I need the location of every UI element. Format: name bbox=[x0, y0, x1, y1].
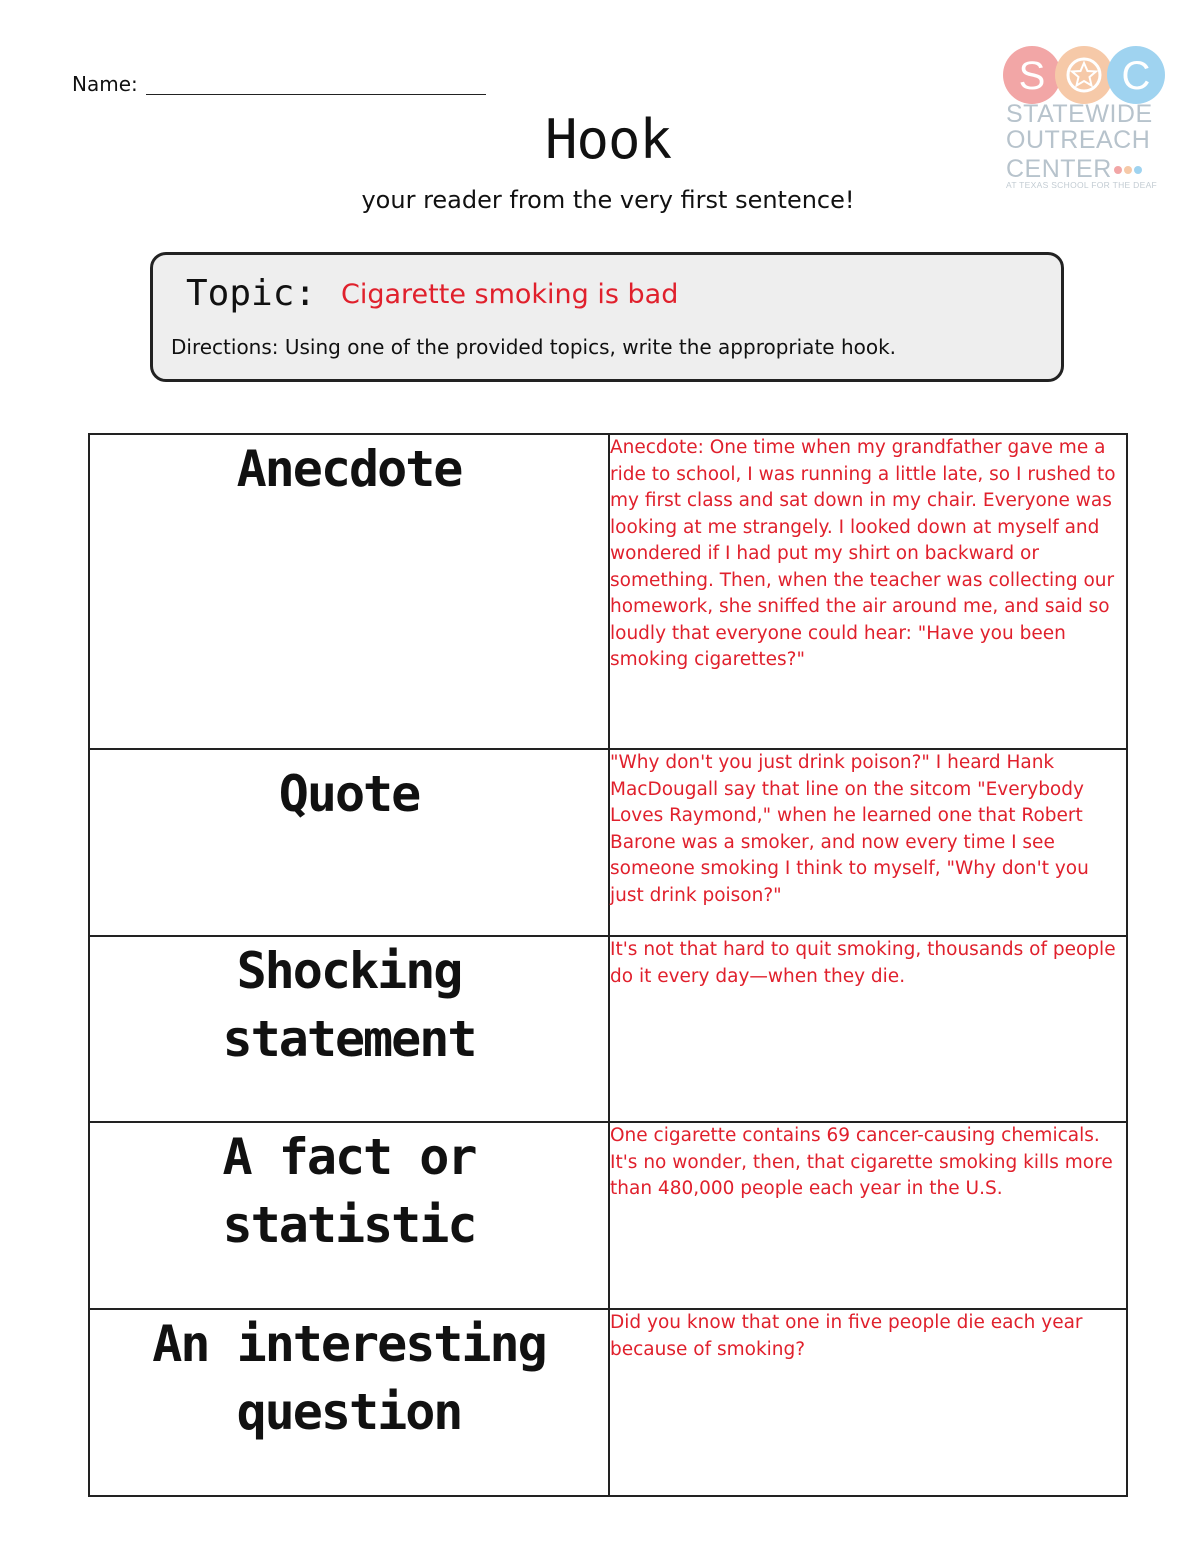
logo-line-1: STATEWIDE bbox=[1006, 100, 1153, 128]
page-title: Hook bbox=[544, 108, 672, 171]
logo-dots-icon bbox=[1114, 154, 1144, 179]
logo-line-2: OUTREACH bbox=[1006, 126, 1151, 154]
hook-example-cell[interactable]: One cigarette contains 69 cancer-causing chemicals. It's no wonder, then, that cigarette smoking kills more than 480,000 people each year in the U.S. bbox=[609, 1122, 1127, 1309]
hook-type-label-line2: statement bbox=[222, 1010, 476, 1068]
hook-type-cell bbox=[89, 1122, 609, 1309]
hook-type-label: Anecdote bbox=[236, 440, 462, 498]
topic-value[interactable]: Cigarette smoking is bad bbox=[341, 279, 679, 310]
svg-text:C: C bbox=[1121, 54, 1151, 98]
hook-type-label-line2: statistic bbox=[222, 1196, 476, 1254]
logo-tagline: AT TEXAS SCHOOL FOR THE DEAF bbox=[1006, 180, 1158, 190]
table-row bbox=[89, 936, 1127, 1122]
hook-type-cell bbox=[89, 749, 609, 936]
hook-example-cell[interactable]: Did you know that one in five people die each year because of smoking? bbox=[609, 1309, 1127, 1496]
hook-type-cell bbox=[89, 936, 609, 1122]
topic-label: Topic: bbox=[186, 273, 317, 314]
hook-type-label: Quote bbox=[278, 765, 420, 823]
hook-types-table bbox=[88, 433, 1128, 1497]
table-row bbox=[89, 1309, 1127, 1496]
name-label: Name: bbox=[72, 72, 138, 96]
hook-example-cell[interactable]: It's not that hard to quit smoking, thousands of people do it every day—when they die. bbox=[609, 936, 1127, 1122]
statewide-outreach-center-logo bbox=[1000, 40, 1170, 200]
hook-type-cell bbox=[89, 434, 609, 749]
directions-text: Directions: Using one of the provided topics, write the appropriate hook. bbox=[171, 335, 897, 359]
hook-type-label: A fact or bbox=[222, 1128, 476, 1186]
hook-example-cell[interactable]: Anecdote: One time when my grandfather gave me a ride to school, I was running a little late, so I rushed to my first class and sat down in my chair. Everyone was looking at me strangely. I looked down at myself and wondered if I had put my shirt on backward or something. Then, when the teacher was collecting our homework, she sniffed the air around me, and said so loudly that everyone could hear: "Have you been smoking cigarettes?" bbox=[609, 434, 1127, 749]
hook-type-label: An interesting bbox=[152, 1315, 546, 1373]
table-row bbox=[89, 434, 1127, 749]
topic-box bbox=[150, 252, 1064, 382]
name-field bbox=[72, 72, 486, 96]
svg-text:S: S bbox=[1018, 54, 1046, 98]
hook-example-cell[interactable]: "Why don't you just drink poison?" I heard Hank MacDougall say that line on the sitcom "Everybody Loves Raymond," when he learned one that Robert Barone was a smoker, and now every time I see someone smoking I think to myself, "Why don't you just drink poison?" bbox=[609, 749, 1127, 936]
table-row bbox=[89, 749, 1127, 936]
soc-circles-icon bbox=[1002, 44, 1167, 106]
logo-line-3: CENTER bbox=[1006, 154, 1144, 182]
page-subtitle: your reader from the very first sentence! bbox=[361, 186, 855, 214]
name-blank-line[interactable] bbox=[146, 94, 486, 95]
hook-type-label: Shocking bbox=[236, 942, 462, 1000]
hook-type-label-line2: question bbox=[236, 1383, 462, 1441]
table-row bbox=[89, 1122, 1127, 1309]
hook-type-cell bbox=[89, 1309, 609, 1496]
